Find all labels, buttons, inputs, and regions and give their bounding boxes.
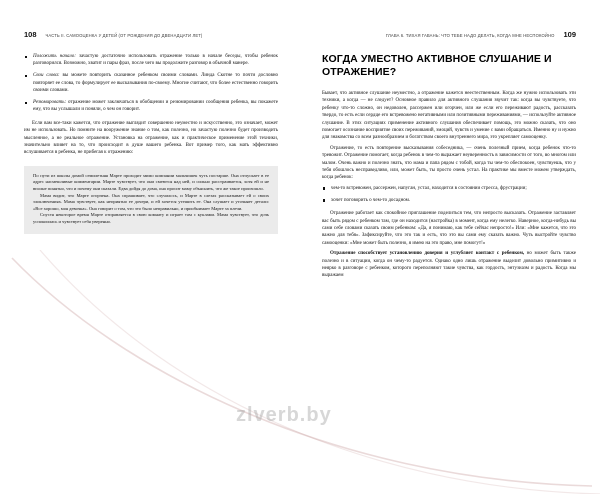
right-page xyxy=(300,0,600,494)
running-head-left-text: ЧАСТЬ II. САМООЦЕНКА У ДЕТЕЙ (ОТ РОЖДЕНИЯ ДО ДВЕНАДЦАТИ ЛЕТ) xyxy=(45,33,203,38)
running-head-right-text: ГЛАВА 6. ТИХАЯ ГАВАНЬ: ЧТО ТЕБЕ НАДО ДЕЛАТЬ, КОГДА МНЕ НЕСПОКОЙНО xyxy=(385,33,555,38)
inset-paragraph: Мама видит, что Марте огорчена. Она спрашивает, что случилось, и Марте в слезах рассказывает ей о своих злоключениях. Мама чувствует, как неприятно ее дочери, и ей хочется утешить ее. Она слушает и уточняет детали: «Все хорошо, моя девочка». Она говорит о том, что это было неправильно, и приобнимает Марте за плечи. xyxy=(33,192,269,211)
list-item: чем-то встревожен, рассержен, напуган, устал, находится в состоянии стресса, фрустрации; xyxy=(322,185,576,192)
inset-paragraph: По пути из школы домой семилетняя Марте проходит мимо компании мальчишек чуть постарше. Она отпускает в ее адрес насмешливые комментарии. Марте чувствует, что они смеются над ней, и сильно расстраивается, хотя ей и не вполне понятно, что и почему они сказали. Едва дойдя до дома, она просит маму объяснить, что же такое произошло. xyxy=(33,172,269,192)
paragraph: Отражение работает как спокойное приглашение поделиться тем, что непросто высказать. Отражение заставляет вас быть рядом с ребенком там, где он находится (настройка) в момент, когда ему нелегко. Наверное, когда-нибудь вы сами себе словами сказать своим ребенком: «Да, я понимаю, как тебе сейчас непросто!» Или: «Мне кажется, что это важно для тебя». Зафиксируйте, что это так и есть, что это вы сами ему сказать важно. Чуть выстройте чувство самооценки: «Мне может быть полезно, я имею на это право, мне помогут!» xyxy=(322,211,576,246)
inset-paragraph: Спустя некоторое время Марте отправляется в свою комнату и играет там с куклами. Мама чувствует, что дочь успокоилась и чувствует себя уверенно. xyxy=(33,212,269,225)
paragraph: Отражение, то есть повторение высказывания собеседника, — очень полезный прием, когда ребенок что-то тревожит. Отражение помогает, когда ребенок в чем-то выражает неуверенность в зависимости от того, во многом или малом. Очень важно и полезно знать, что мама и папа рядом с тобой, когда ты чем-то обеспокоен, чувствуешь, что у тебя обошлось несправедливо, или, может быть, ты просто очень устал. На практике мы вместе можем утверждать, когда ребенок: xyxy=(322,145,576,181)
inset-story-box xyxy=(24,166,278,234)
page-number-right: 109 xyxy=(563,30,576,39)
page-number-left: 108 xyxy=(24,30,37,39)
list-item: хочет поговорить о чем-то досадном. xyxy=(322,197,576,204)
paragraph: Если вам все-таки кажется, что отражение выглядит совершенно неуместно и искусственно, это означает, может им не использовать. Но помните на вооружение знание о том, как полезно, но зачастую полезно будет производить мысленное, а не реальное отражение. Установка на отражение, как и практическое применение этой техники, значительно влияет на то, что происходит в душе вашего ребенка. Вот пример того, как мать эффективно вслушивается в ребенка, не прибегая к отражению: xyxy=(24,120,278,156)
watermark-text: zlverb.by xyxy=(236,404,332,426)
list-item: Резюмировать: отражение может заключаться в обобщении и резюмировании сообщения ребенка, вы покажете ему, что вы услышали и поняли, о чем он говорит. xyxy=(24,99,278,114)
section-title: КОГДА УМЕСТНО АКТИВНОЕ СЛУШАНИЕ И ОТРАЖЕНИЕ? xyxy=(322,53,552,78)
paragraph: Бывает, что активное слушание неуместно, а отражение кажется неестественным. Когда же нужно использовать эти техники, а когда — не следует? Основное правило для активного слушания звучит так: когда вы чувствуете, что ребенку что-то сложно, он недоволен, рассержен или огорчен, или же если его переживают радость, рассказать твердо, то есть если сердце его встревожено негативными или позитивными переживаниями, — используйте активное слушание. В этих ситуациях применение активного слушания обеспечивает помощь, это можно сказать, что оно помогает осознание восприятие своих переживаний, эмоций, чувств и умение с вами обращаться. Именно ну и нужно для знакомства со всем разнообразием и богатством своего внутреннего мира, это укрепляет самооценку. xyxy=(322,91,576,141)
paragraph: Отражение способствует установлению доверия и углубляет контакт с ребенком, но может быть также полезно и в ситуации, когда он чему-то радуется. Однако одно лишь отражение выделит довольно примитивно и неярко в разговоре с ребенком, которого переполняют такие чувства, как гордость, энтузиазм и радость. Когда мы выражаем xyxy=(322,251,576,279)
bullet-list-right xyxy=(322,185,576,204)
running-head-right xyxy=(322,30,576,39)
running-head-left xyxy=(24,30,278,39)
list-item: Свои слова: вы можете повторить сказанное ребенком своими словами. Линда Скотне то почти дословно повторяет ее слова, то формулирует ее высказывания по-своему. Многие считают, что более естественно говорить своими словами. xyxy=(24,72,278,94)
list-item: Положить начало: зачастую достаточно использовать отражение только в начале беседы, чтобы ребенок разговорился. Возможно, хватит и пары фраз, после чего вы продолжите разговор в обычной манере. xyxy=(24,53,278,68)
bullet-list-left xyxy=(24,53,278,114)
